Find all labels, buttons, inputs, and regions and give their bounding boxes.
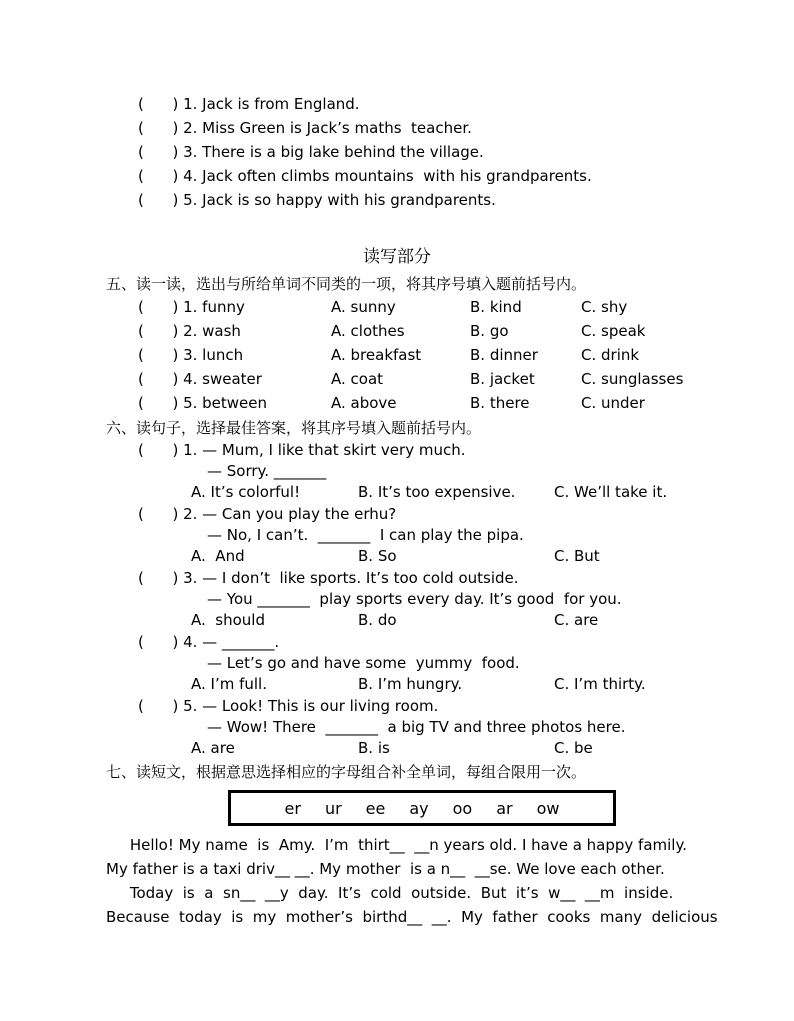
option-a: A. sunny	[331, 298, 396, 316]
question-line: ( ) 2. — Can you play the erhu?	[138, 505, 397, 523]
option-c: C. under	[581, 394, 645, 412]
section7-instruction: 七、读短文，根据意思选择相应的字母组合补全单词，每组合限用一次。	[106, 763, 587, 781]
question-word: ( ) 1. funny	[138, 298, 245, 316]
passage-line: Today is a sn__ __y day. It’s cold outside. But it’s w__ __m inside.	[106, 884, 674, 902]
option-b: B. jacket	[470, 370, 535, 388]
part-title: 读写部分	[363, 247, 431, 267]
option-b: B. kind	[470, 298, 522, 316]
question-line: ( ) 1. — Mum, I like that skirt very much.	[138, 441, 466, 459]
option-c: C. be	[554, 739, 593, 757]
letter-combo: ow	[536, 798, 560, 818]
section4-item: ( ) 4. Jack often climbs mountains with his grandparents.	[138, 167, 592, 185]
letter-combo: ar	[496, 798, 513, 818]
letter-combo: ay	[409, 798, 429, 818]
option-a: A. It’s colorful!	[191, 483, 301, 501]
section6-instruction: 六、读句子，选择最佳答案，将其序号填入题前括号内。	[106, 419, 482, 437]
letter-combo: ur	[324, 798, 342, 818]
option-c: C. are	[554, 611, 599, 629]
option-a: A. And	[191, 547, 245, 565]
letter-combo: oo	[452, 798, 473, 818]
option-a: A. are	[191, 739, 235, 757]
letter-combo: er	[284, 798, 301, 818]
question-line: ( ) 3. — I don’t like sports. It’s too cold outside.	[138, 569, 519, 587]
option-c: C. But	[554, 547, 600, 565]
option-a: A. breakfast	[331, 346, 422, 364]
question-line: ( ) 4. — _______.	[138, 633, 280, 651]
option-b: B. I’m hungry.	[358, 675, 463, 693]
section4-item: ( ) 3. There is a big lake behind the village.	[138, 143, 484, 161]
option-a: A. should	[191, 611, 265, 629]
option-c: C. We’ll take it.	[554, 483, 668, 501]
option-a: A. I’m full.	[191, 675, 267, 693]
option-b: B. there	[470, 394, 530, 412]
question-line: ( ) 5. — Look! This is our living room.	[138, 697, 439, 715]
option-a: A. above	[331, 394, 397, 412]
letter-combo: ee	[365, 798, 386, 818]
letter-combination-box	[228, 790, 616, 826]
section4-item: ( ) 2. Miss Green is Jack’s maths teacher.	[138, 119, 472, 137]
option-b: B. It’s too expensive.	[358, 483, 516, 501]
option-b: B. So	[358, 547, 397, 565]
question-line: — No, I can’t. _______ I can play the pipa.	[207, 526, 524, 544]
section5-instruction: 五、读一读，选出与所给单词不同类的一项，将其序号填入题前括号内。	[106, 275, 587, 293]
section4-item: ( ) 1. Jack is from England.	[138, 95, 360, 113]
section4-item: ( ) 5. Jack is so happy with his grandparents.	[138, 191, 496, 209]
option-a: A. clothes	[331, 322, 405, 340]
option-c: C. shy	[581, 298, 628, 316]
question-word: ( ) 2. wash	[138, 322, 241, 340]
option-b: B. dinner	[470, 346, 538, 364]
passage-line: Because today is my mother’s birthd__ __. My father cooks many delicious	[106, 908, 718, 926]
option-c: C. drink	[581, 346, 640, 364]
question-line: — Wow! There _______ a big TV and three photos here.	[207, 718, 626, 736]
option-c: C. sunglasses	[581, 370, 684, 388]
option-b: B. do	[358, 611, 397, 629]
option-b: B. is	[358, 739, 390, 757]
question-word: ( ) 5. between	[138, 394, 268, 412]
passage-line: My father is a taxi driv__ __. My mother is a n__ __se. We love each other.	[106, 860, 665, 878]
question-line: — Sorry. _______	[207, 462, 327, 480]
question-line: — Let’s go and have some yummy food.	[207, 654, 520, 672]
question-word: ( ) 4. sweater	[138, 370, 262, 388]
question-word: ( ) 3. lunch	[138, 346, 244, 364]
option-a: A. coat	[331, 370, 384, 388]
option-c: C. speak	[581, 322, 646, 340]
option-b: B. go	[470, 322, 509, 340]
option-c: C. I’m thirty.	[554, 675, 646, 693]
passage-line: Hello! My name is Amy. I’m thirt__ __n years old. I have a happy family.	[106, 836, 687, 854]
question-line: — You _______ play sports every day. It’s good for you.	[207, 590, 622, 608]
